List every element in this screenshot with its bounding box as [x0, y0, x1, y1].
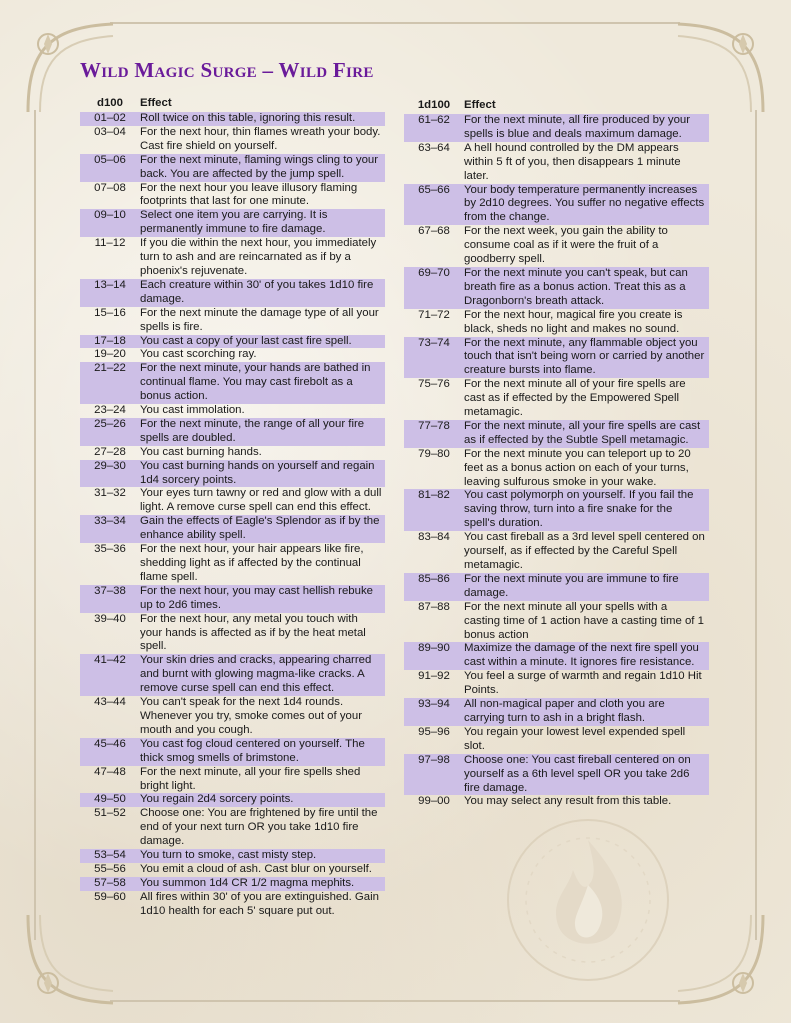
roll-range: 73–74 — [418, 336, 450, 349]
table-row — [80, 613, 385, 655]
table-row — [80, 307, 385, 335]
effect-text: You cast fog cloud centered on yourself. The thick smog smells of brimstone. — [140, 737, 365, 764]
effect-text: Your body temperature permanently increases by 2d10 degrees. You suffer no negative effects from the change. — [464, 183, 705, 224]
table-row — [80, 543, 385, 585]
effect-text: Choose one: You are frightened by fire until the end of your next turn OR you take 1d10 fire damage. — [140, 807, 378, 848]
effect-text: You cast polymorph on yourself. If you fail the saving throw, turn into a fire snake for the spell's duration. — [464, 489, 694, 530]
effect-text: You emit a cloud of ash. Cast blur on yourself. — [140, 862, 372, 875]
table-row — [404, 795, 709, 809]
table-row — [80, 891, 385, 919]
effect-text: Choose one: You cast fireball centered on on yourself as a 6th level spell OR you take 2d6 fire damage. — [464, 753, 691, 794]
table-row — [80, 696, 385, 738]
effect-text: For the next hour you leave illusory flaming footprints that last for one minute. — [140, 181, 358, 208]
effect-text: For the next minute the damage type of all your spells is fire. — [140, 306, 379, 333]
effect-text: For the next hour, your hair appears like fire, shedding light as if affected by the continual flame spell. — [140, 543, 364, 583]
table-row — [404, 184, 709, 226]
table-row — [80, 154, 385, 182]
roll-range: 15–16 — [94, 306, 126, 319]
roll-range: 61–62 — [418, 114, 450, 126]
effect-text: Maximize the damage of the next fire spell you cast within a minute. It ignores fire resistance. — [464, 642, 699, 669]
table-row — [80, 348, 385, 362]
table-row — [80, 487, 385, 515]
right-table — [404, 98, 709, 809]
roll-range: 33–34 — [94, 515, 126, 528]
corner-ornament-icon — [18, 905, 128, 1015]
left-table — [80, 96, 385, 919]
table-header — [80, 96, 385, 112]
roll-range: 71–72 — [418, 308, 450, 321]
effect-text: You regain 2d4 sorcery points. — [140, 793, 294, 806]
roll-range: 91–92 — [418, 670, 450, 683]
frame-line-top — [110, 22, 680, 24]
table-row — [80, 863, 385, 877]
table-row — [80, 654, 385, 696]
roll-range: 99–00 — [418, 795, 450, 808]
effect-text: For the next minute all of your fire spells are cast as if effected by the Empowered Spell metamagic. — [464, 378, 686, 419]
table-row — [80, 515, 385, 543]
effect-text: For the next minute you can teleport up to 20 feet as a bonus action on each of your turns, leaving sulfurous smoke in your wake. — [464, 447, 691, 488]
effect-text: Gain the effects of Eagle's Splendor as if by the enhance ability spell. — [140, 515, 380, 542]
table-row — [80, 807, 385, 849]
roll-range: 27–28 — [94, 445, 126, 458]
effect-text: For the next minute, all your fire spells are cast as if effected by the Subtle Spell metamagic. — [464, 419, 701, 446]
roll-range: 23–24 — [94, 404, 126, 417]
effect-text: You cast a copy of your last cast fire spell. — [140, 334, 352, 347]
roll-range: 47–48 — [94, 765, 126, 778]
table-row — [404, 489, 709, 531]
table-row — [80, 237, 385, 279]
table-row — [80, 849, 385, 863]
table-row — [404, 337, 709, 379]
effect-text: For the next minute all your spells with a casting time of 1 action have a casting time of 1 bonus action — [464, 600, 704, 641]
effect-header: Effect — [464, 99, 496, 111]
table-row — [404, 726, 709, 754]
roll-range: 65–66 — [418, 183, 450, 196]
effect-text: Your eyes turn tawny or red and glow with a dull light. A remove curse spell can end this effect. — [140, 487, 382, 514]
table-row — [404, 142, 709, 184]
table-row — [80, 446, 385, 460]
effect-text: For the next minute, all your fire spells shed bright light. — [140, 765, 361, 792]
effect-text: For the next hour, you may cast hellish rebuke up to 2d6 times. — [140, 584, 373, 611]
effect-text: You feel a surge of warmth and regain 1d10 Hit Points. — [464, 670, 702, 697]
table-row — [80, 279, 385, 307]
effect-text: For the next minute, all fire produced by your spells is blue and deals maximum damage. — [464, 114, 691, 140]
roll-range: 45–46 — [94, 737, 126, 750]
table-row — [80, 738, 385, 766]
roll-range: 19–20 — [94, 348, 126, 361]
roll-range: 07–08 — [94, 181, 126, 194]
table-header — [404, 98, 709, 114]
effect-text: For the next minute, flaming wings cling to your back. You are affected by the jump spell. — [140, 153, 379, 180]
roll-range: 43–44 — [94, 696, 126, 709]
roll-range: 69–70 — [418, 266, 450, 279]
effect-text: You cast fireball as a 3rd level spell centered on yourself, as if effected by the Careful Spell metamagic. — [464, 531, 705, 571]
table-row — [80, 112, 385, 126]
roll-range: 87–88 — [418, 600, 450, 613]
effect-text: Your skin dries and cracks, appearing charred and burnt with glowing magma-like cracks. A remove curse spell can end this effect. — [140, 654, 372, 695]
roll-range: 37–38 — [94, 584, 126, 597]
roll-range: 53–54 — [94, 849, 126, 862]
table-row — [404, 642, 709, 670]
table-body — [80, 112, 385, 919]
table-row — [404, 670, 709, 698]
effect-text: For the next hour, magical fire you create is black, sheds no light and makes no sound. — [464, 308, 683, 335]
table-row — [80, 362, 385, 404]
roll-header: 1d100 — [417, 99, 451, 111]
roll-range: 77–78 — [418, 419, 450, 432]
table-row — [404, 114, 709, 142]
roll-range: 63–64 — [418, 141, 450, 154]
table-row — [80, 335, 385, 349]
table-row — [80, 126, 385, 154]
effect-text: All non-magical paper and cloth you are carrying turn to ash in a bright flash. — [464, 698, 665, 724]
roll-header: d100 — [97, 97, 123, 109]
roll-range: 95–96 — [418, 725, 450, 738]
roll-range: 75–76 — [418, 378, 450, 391]
roll-range: 13–14 — [94, 278, 126, 291]
table-row — [80, 418, 385, 446]
effect-text: For the next minute, your hands are bathed in continual flame. You may cast firebolt as a bonus action. — [140, 362, 371, 403]
roll-range: 05–06 — [94, 153, 126, 166]
effect-header: Effect — [140, 97, 172, 109]
roll-range: 83–84 — [418, 531, 450, 544]
roll-range: 09–10 — [94, 209, 126, 222]
roll-range: 21–22 — [94, 362, 126, 375]
table-row — [80, 585, 385, 613]
table-row — [80, 460, 385, 488]
frame-line-left — [34, 110, 36, 940]
roll-range: 89–90 — [418, 642, 450, 655]
roll-range: 79–80 — [418, 447, 450, 460]
effect-text: For the next hour, any metal you touch with your hands is affected as if by the heat metal spell. — [140, 612, 366, 653]
effect-text: For the next minute, any flammable object you touch that isn't being worn or carried by another creature bursts into flame. — [464, 336, 705, 377]
table-row — [404, 448, 709, 490]
roll-range: 17–18 — [94, 334, 126, 347]
roll-range: 25–26 — [94, 417, 126, 430]
roll-range: 85–86 — [418, 572, 450, 585]
roll-range: 49–50 — [94, 793, 126, 806]
table-row — [80, 404, 385, 418]
table-row — [80, 793, 385, 807]
roll-range: 93–94 — [418, 698, 450, 711]
effect-text: You cast scorching ray. — [140, 348, 257, 361]
effect-text: Each creature within 30' of you takes 1d10 fire damage. — [140, 278, 374, 305]
effect-text: Roll twice on this table, ignoring this result. — [140, 112, 356, 124]
effect-text: You cast burning hands. — [140, 445, 262, 458]
effect-text: A hell hound controlled by the DM appears within 5 ft of you, then disappears 1 minute later. — [464, 141, 681, 182]
frame-line-right — [755, 110, 757, 940]
roll-range: 11–12 — [94, 237, 126, 250]
roll-range: 31–32 — [94, 487, 126, 500]
table-row — [80, 766, 385, 794]
frame-line-bottom — [110, 1000, 680, 1002]
effect-text: You regain your lowest level expended spell slot. — [464, 725, 686, 752]
page-title: Wild Magic Surge – Wild Fire — [80, 58, 374, 82]
roll-range: 57–58 — [94, 876, 126, 889]
table-body — [404, 114, 709, 809]
table-row — [80, 877, 385, 891]
effect-text: You summon 1d4 CR 1/2 magma mephits. — [140, 876, 355, 889]
effect-text: You turn to smoke, cast misty step. — [140, 849, 317, 862]
table-row — [404, 573, 709, 601]
roll-range: 39–40 — [94, 612, 126, 625]
effect-text: You may select any result from this table. — [464, 795, 672, 808]
effect-text: You cast burning hands on yourself and regain 1d4 sorcery points. — [140, 459, 375, 486]
effect-text: If you die within the next hour, you immediately turn to ash and are reincarnated as if by a phoenix's rejuvenate. — [140, 237, 377, 277]
roll-range: 41–42 — [94, 654, 126, 667]
table-row — [404, 754, 709, 796]
effect-text: You cast immolation. — [140, 404, 245, 417]
effect-text: You can't speak for the next 1d4 rounds. Whenever you try, smoke comes out of your mouth and you cough. — [140, 696, 362, 736]
roll-range: 59–60 — [94, 890, 126, 903]
table-row — [404, 267, 709, 309]
roll-range: 35–36 — [94, 543, 126, 556]
table-row — [404, 378, 709, 420]
table-row — [80, 182, 385, 210]
roll-range: 81–82 — [418, 489, 450, 502]
effect-text: For the next hour, thin flames wreath your body. Cast fire shield on yourself. — [140, 125, 381, 152]
table-row — [404, 531, 709, 573]
effect-text: For the next minute you are immune to fire damage. — [464, 572, 679, 599]
roll-range: 55–56 — [94, 862, 126, 875]
table-row — [404, 601, 709, 643]
roll-range: 67–68 — [418, 225, 450, 238]
table-row — [404, 420, 709, 448]
roll-range: 03–04 — [94, 125, 126, 138]
effect-text: Select one item you are carrying. It is permanently immune to fire damage. — [140, 209, 328, 236]
table-row — [404, 225, 709, 267]
table-row — [404, 309, 709, 337]
effect-text: All fires within 30' of you are extinguished. Gain 1d10 health for each 5' square put out. — [140, 890, 379, 917]
table-row — [80, 209, 385, 237]
effect-text: For the next minute, the range of all your fire spells are doubled. — [140, 417, 365, 444]
effect-text: For the next week, you gain the ability to consume coal as if it were the fruit of a goodberry spell. — [464, 225, 668, 266]
roll-range: 97–98 — [418, 753, 450, 766]
roll-range: 01–02 — [94, 112, 126, 124]
roll-range: 29–30 — [94, 459, 126, 472]
table-row — [404, 698, 709, 726]
flame-emblem-icon — [468, 800, 708, 985]
roll-range: 51–52 — [94, 807, 126, 820]
effect-text: For the next minute you can't speak, but can breath fire as a bonus action. Treat this as a Dragonborn's breath attack. — [464, 266, 688, 307]
